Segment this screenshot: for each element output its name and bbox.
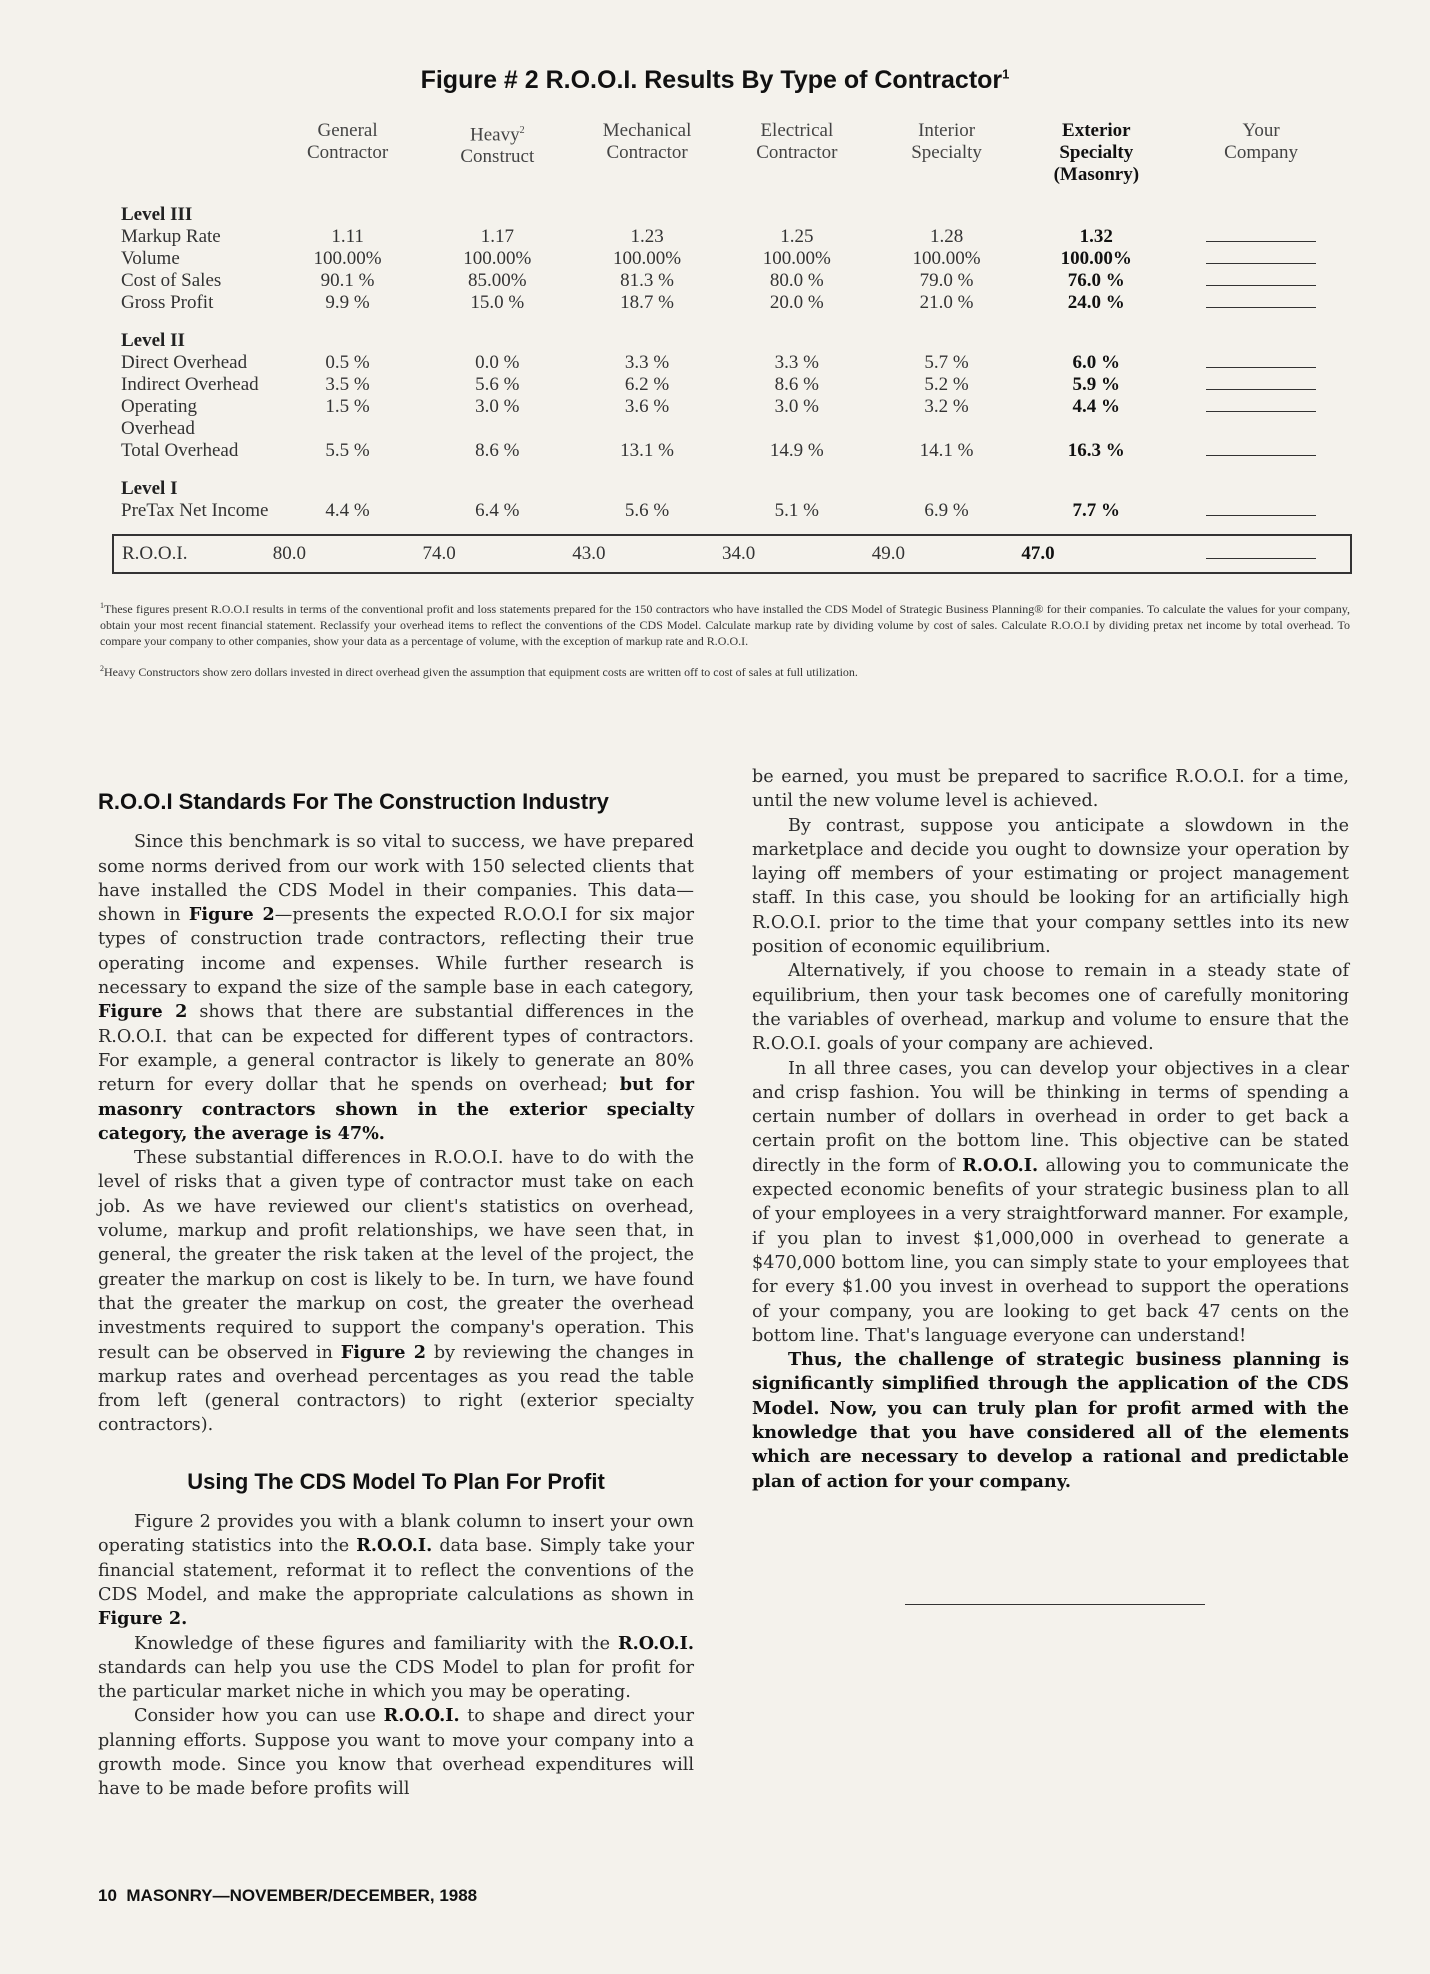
your-company-blank[interactable] xyxy=(1171,374,1351,396)
row-label: PreTax Net Income xyxy=(121,500,269,521)
table-cell: 5.5 % xyxy=(325,440,370,461)
section-heading-standards: R.O.O.I Standards For The Construction Industry xyxy=(98,789,609,814)
table-cell: 1.28 xyxy=(929,226,964,247)
footnote-2: $^2$Heavy Constructors show zero dollars invested in direct overhead given the assumption that equipment costs are written off to cost of sales at full utilization. xyxy=(100,664,858,679)
row-label: Total Overhead xyxy=(121,440,239,461)
article-column-left xyxy=(98,790,694,1802)
table-cell: 3.6 % xyxy=(624,396,670,417)
table-row xyxy=(113,248,1351,270)
blank-line xyxy=(1206,227,1316,242)
table-cell: 100.00% xyxy=(613,248,682,269)
table-cell: 13.1 % xyxy=(620,440,674,461)
table-cell: 100.00% xyxy=(313,248,382,269)
table-cell: 14.9 % xyxy=(769,440,824,461)
table-cell: 1.23 xyxy=(630,226,664,247)
level-heading-row xyxy=(113,314,1351,352)
paragraph: Since this benchmark is so vital to success, we have prepared some norms derived from our work with 150 selected clients that have installed the CDS Model in their companies. This data—shown in Figure 2—presents the expected R.O.O.I for six major types of construction trade contractors, reflecting their true operating income and expenses. While further research is necessary to expand the size of the sample base in each category, Figure 2 shows that there are substantial differences in the R.O.O.I. that can be expected for different types of contractors. For example, a general contractor is likely to generate an 80% return for every dollar that he spends on overhead; but for masonry contractors shown in the exterior specialty category, the average is 47%. xyxy=(98,832,694,1144)
table-cell: 3.0 % xyxy=(475,396,520,417)
table-cell: 24.0 % xyxy=(1067,292,1125,313)
your-company-blank[interactable] xyxy=(1171,535,1351,573)
level-heading-row xyxy=(113,200,1351,226)
figure-title: Figure # 2 R.O.O.I. Results By Type of Contractor$^1$ xyxy=(420,66,1010,94)
col-header: General Contractor xyxy=(306,120,389,163)
publication-line: MASONRY—NOVEMBER/DECEMBER, 1988 xyxy=(126,1886,478,1905)
table-cell: 80.0 % xyxy=(769,270,824,291)
article-column-right xyxy=(752,765,1349,1494)
rooi-cell: 34.0 xyxy=(722,535,872,573)
paragraph: In all three cases, you can develop your objectives in a clear and crisp fashion. You will be thinking in terms of spending a certain number of dollars in overhead in order to get back a certain profit on the bottom line. This objective can be stated directly in the form of R.O.O.I. allowing you to communicate the expected economic benefits of your strategic business plan to all of your employees in a very straightforward manner. For example, if you plan to invest $1,000,000 in overhead to generate a $470,000 bottom line, you can simply state to your employees that for every $1.00 you invest in overhead to support the operations of your company, you are looking to get back 47 cents on the bottom line. That's language everyone can understand! xyxy=(752,1058,1349,1346)
col-header: Electrical Contractor xyxy=(756,120,838,163)
table-cell: 100.00% xyxy=(912,248,981,269)
table-cell: 1.5 % xyxy=(325,396,370,417)
rooi-cell: 49.0 xyxy=(872,535,1022,573)
table-row xyxy=(113,226,1351,248)
spacer-row xyxy=(113,522,1351,535)
blank-line xyxy=(1206,441,1316,456)
table-header-row xyxy=(113,120,1351,200)
table-cell: 5.1 % xyxy=(774,500,819,521)
results-table xyxy=(112,120,1352,574)
your-company-blank[interactable] xyxy=(1171,248,1351,270)
table-cell: 100.00% xyxy=(762,248,831,269)
table-cell: 6.4 % xyxy=(475,500,520,521)
blank-line xyxy=(1206,249,1316,264)
table-cell: 21.0 % xyxy=(919,292,974,313)
table-cell: 5.7 % xyxy=(924,352,969,373)
your-company-blank[interactable] xyxy=(1171,226,1351,248)
section-heading-plan-for-profit: Using The CDS Model To Plan For Profit xyxy=(187,1468,605,1494)
row-label: Operating Overhead xyxy=(121,396,197,439)
table-cell: 6.9 % xyxy=(924,500,969,521)
rooi-cell: 74.0 xyxy=(422,535,572,573)
rooi-cell: 47.0 xyxy=(1021,535,1171,573)
table-cell: 79.0 % xyxy=(919,270,974,291)
table-row xyxy=(113,292,1351,314)
blank-line xyxy=(1206,375,1316,390)
col-header: Mechanical Contractor xyxy=(602,120,692,163)
table-cell: 1.11 xyxy=(331,226,364,247)
table-cell: 81.3 % xyxy=(620,270,674,291)
your-company-blank[interactable] xyxy=(1171,352,1351,374)
footnote-1: $^1$These figures present R.O.O.I results in terms of the conventional profit and loss statements prepared for the 150 contractors who have installed the CDS Model of Strategic Business Planning® for their companies. To calculate the values for your company, obtain your most recent financial statement. Reclassify your overhead items to reflect the conventions of the CDS Model. Calculate markup rate by dividing volume by cost of sales. Calculate R.O.O.I by dividing pretax net income by total overhead. To compare your company to other companies, show your data as a percentage of volume, with the exception of markup rate and R.O.O.I. xyxy=(100,601,1350,648)
table-cell: 1.25 xyxy=(780,226,814,247)
table-cell: 5.6 % xyxy=(624,500,670,521)
blank-line xyxy=(1206,271,1316,286)
table-cell: 90.1 % xyxy=(320,270,375,291)
page-number: 10 xyxy=(98,1886,117,1905)
row-label: Direct Overhead xyxy=(121,352,248,373)
table-cell: 100.00% xyxy=(463,248,532,269)
table-cell: 0.0 % xyxy=(475,352,520,373)
table-cell: 14.1 % xyxy=(919,440,974,461)
table-cell: 3.3 % xyxy=(774,352,819,373)
row-label: Cost of Sales xyxy=(121,270,222,291)
table-cell: 8.6 % xyxy=(774,374,819,395)
col-header: Interior Specialty xyxy=(911,120,982,163)
table-cell: 6.0 % xyxy=(1072,352,1121,373)
paragraph-conclusion: Thus, the challenge of strategic business planning is significantly simplified through the application of the CDS Model. Now, you can truly plan for profit armed with the knowledge that you have considered all of the elements which are necessary to develop a rational and predictable plan of action for your company. xyxy=(752,1349,1349,1492)
table-row xyxy=(113,396,1351,440)
table-cell: 20.0 % xyxy=(769,292,824,313)
level-heading: Level III xyxy=(121,204,193,225)
your-company-blank[interactable] xyxy=(1171,500,1351,522)
table-row xyxy=(113,270,1351,292)
table-cell: 8.6 % xyxy=(475,440,520,461)
table-cell: 16.3 % xyxy=(1067,440,1125,461)
table-cell: 4.4 % xyxy=(325,500,370,521)
blank-line xyxy=(1206,293,1316,308)
page-footer xyxy=(98,1886,477,1906)
level-heading-row xyxy=(113,462,1351,500)
your-company-blank[interactable] xyxy=(1171,270,1351,292)
table-cell: 100.00% xyxy=(1060,248,1132,269)
blank-line xyxy=(1206,397,1316,412)
table-cell: 76.0 % xyxy=(1067,270,1125,291)
level-heading: Level II xyxy=(121,330,185,351)
table-row xyxy=(113,374,1351,396)
table-body xyxy=(113,200,1351,573)
your-company-blank[interactable] xyxy=(1171,292,1351,314)
your-company-blank[interactable] xyxy=(1171,396,1351,440)
col-header-your-company: Your Company xyxy=(1224,120,1299,163)
table-cell: 9.9 % xyxy=(325,292,370,313)
table-cell: 1.17 xyxy=(480,226,514,247)
row-label: Markup Rate xyxy=(121,226,221,247)
table-cell: 3.2 % xyxy=(924,396,969,417)
table-cell: 5.6 % xyxy=(475,374,520,395)
table-row xyxy=(113,440,1351,462)
paragraph: Figure 2 provides you with a blank column to insert your own operating statistics into the R.O.O.I. data base. Simply take your financial statement, reformat it to reflect the conventions of the CDS Model, and make the appropriate calculations as shown in Figure 2. xyxy=(98,1512,695,1630)
row-label: Indirect Overhead xyxy=(121,374,259,395)
paragraph: By contrast, suppose you anticipate a slowdown in the marketplace and decide you ought to downsize your operation by laying off members of your estimating or project management staff. In this case, you should be looking for an artificially high R.O.O.I. prior to the time that your company settles into its new position of economic equilibrium. xyxy=(752,815,1349,958)
level-heading: Level I xyxy=(121,478,178,499)
table-cell: 3.5 % xyxy=(325,374,370,395)
row-label: R.O.O.I. xyxy=(113,535,273,573)
rooi-cell: 43.0 xyxy=(572,535,722,573)
table-cell: 6.2 % xyxy=(624,374,670,395)
blank-line xyxy=(1206,353,1316,368)
table-cell: 3.0 % xyxy=(774,396,819,417)
row-label: Volume xyxy=(121,248,180,269)
table-cell: 85.00% xyxy=(468,270,527,291)
rooi-row xyxy=(113,535,1351,573)
footnotes xyxy=(100,598,1350,692)
paragraph: Alternatively, if you choose to remain in a steady state of equilibrium, then your task becomes one of carefully monitoring the variables of overhead, markup and volume to ensure that the R.O.O.I. goals of your company are achieved. xyxy=(752,961,1349,1055)
blank-line xyxy=(1206,501,1316,516)
table-cell: 15.0 % xyxy=(470,292,525,313)
col-header: Heavy$^2$ Construct xyxy=(460,124,535,168)
table-cell: 7.7 % xyxy=(1072,500,1121,521)
paragraph: Consider how you can use R.O.O.I. to shape and direct your planning efforts. Suppose you want to move your company into a growth mode. Since you know that overhead expenditures will have to be made before profits will xyxy=(98,1705,694,1800)
table-cell: 5.9 % xyxy=(1072,374,1121,395)
blank-line xyxy=(1206,544,1316,559)
col-header-masonry: Exterior Specialty (Masonry) xyxy=(1053,120,1140,185)
table-row xyxy=(113,500,1351,522)
table-cell: 18.7 % xyxy=(620,292,674,313)
paragraph: These substantial differences in R.O.O.I. have to do with the level of risks that a given type of contractor must take on each job. As we have reviewed our client's statistics on overhead, volume, markup and profit relationships, we have seen that, in general, the greater the risk taken at the level of the project, the greater the markup on cost is likely to be. In turn, we have found that the greater the markup on cost, the greater the overhead investments required to support the company's operation. This result can be observed in Figure 2 by reviewing the changes in markup rates and overhead percentages as you read the table from left (general contractors) to right (exterior specialty contractors). xyxy=(98,1148,694,1436)
rooi-cell: 80.0 xyxy=(273,535,423,573)
table-cell: 4.4 % xyxy=(1072,396,1121,417)
paragraph: be earned, you must be prepared to sacrifice R.O.O.I. for a time, until the new volume level is achieved. xyxy=(752,767,1349,812)
end-rule xyxy=(905,1604,1205,1605)
table-cell: 1.32 xyxy=(1079,226,1113,247)
table-row xyxy=(113,352,1351,374)
row-label: Gross Profit xyxy=(121,292,214,313)
table-cell: 5.2 % xyxy=(924,374,969,395)
table-cell: 3.3 % xyxy=(624,352,670,373)
table-cell: 0.5 % xyxy=(325,352,370,373)
your-company-blank[interactable] xyxy=(1171,440,1351,462)
paragraph: Knowledge of these figures and familiarity with the R.O.O.I. standards can help you use the CDS Model to plan for profit for the particular market niche in which you may be operating. xyxy=(98,1632,694,1703)
